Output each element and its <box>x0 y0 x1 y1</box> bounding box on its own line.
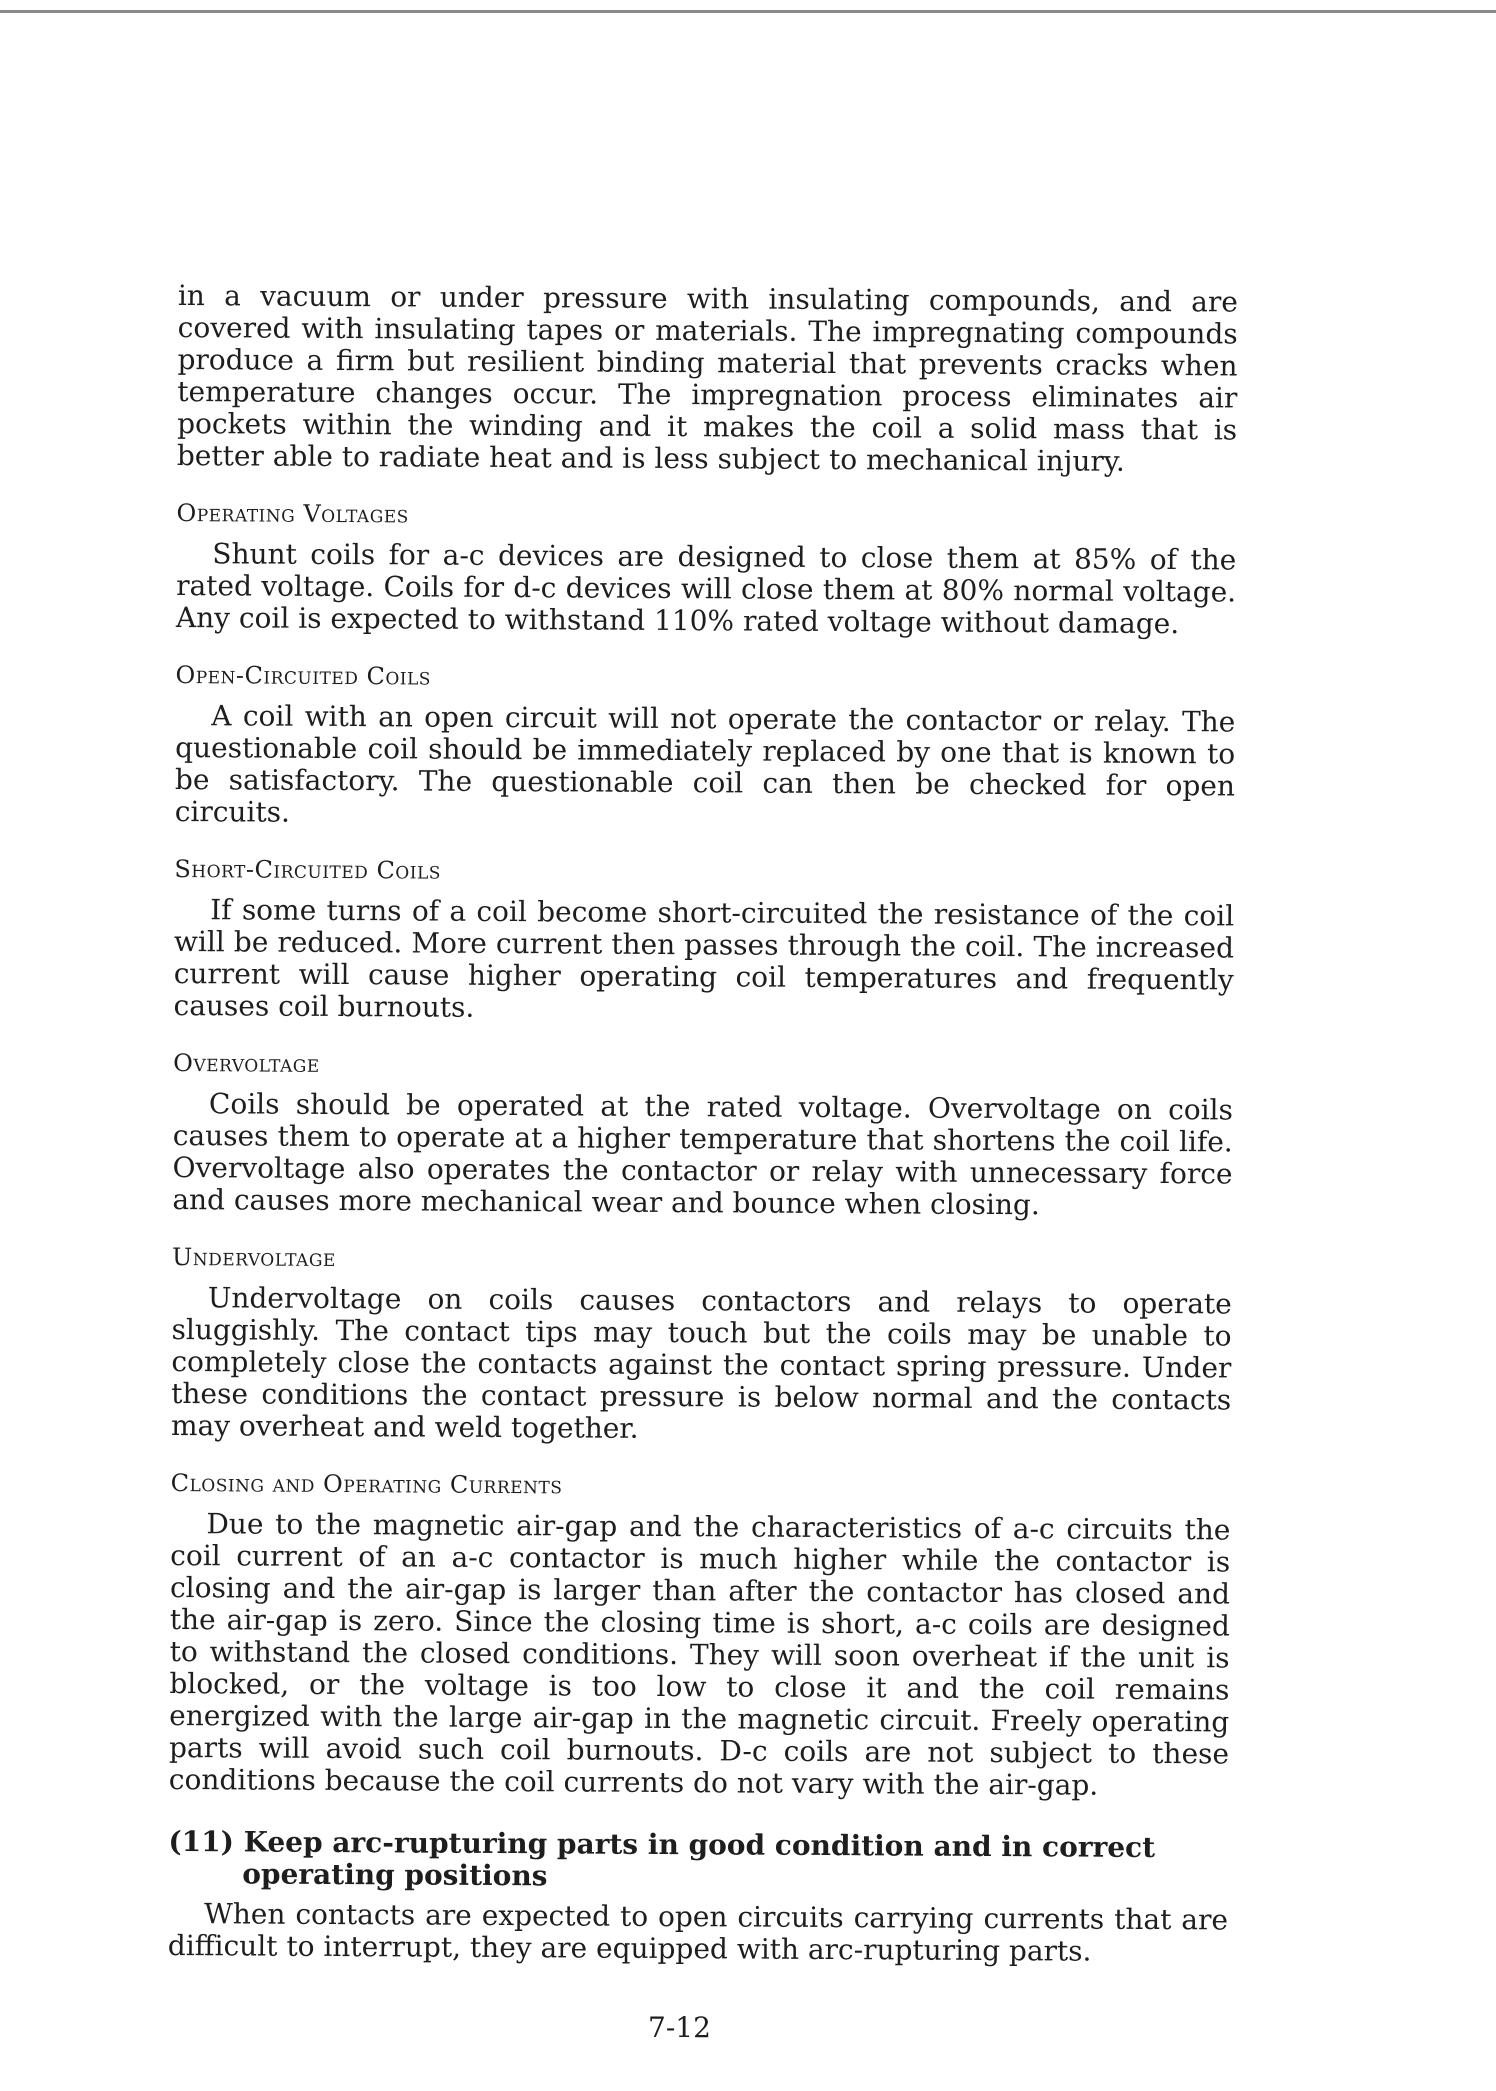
open-circuited-coils-paragraph: A coil with an open circuit will not operate the contactor or relay. The questionable coil should be immediately replaced by one that is known to be satisfactory. The questionable coil can then be checked for open circuits. <box>174 699 1236 829</box>
heading-overvoltage: Overvoltage <box>173 1048 320 1078</box>
scan-edge-line <box>0 10 1496 13</box>
document-page <box>168 280 1238 1974</box>
page-number: 7-12 <box>648 2011 711 2044</box>
heading-operating-voltages: Operating Voltages <box>176 498 409 529</box>
heading-short-circuited-coils: Short-Circuited Coils <box>174 854 442 885</box>
closing-currents-paragraph: Due to the magnetic air-gap and the characteristics of a-c circuits the coil current of an a-c contactor is much higher while the contactor is closing and the air-gap is larger than after the contactor has closed and the air-gap is zero. Since the closing time is short, a-c coils are designed to withstand the closed conditions. They will soon overheat if the unit is blocked, or the voltage is too low to close it and the coil remains energized with the large air-gap in the magnetic circuit. Freely operating parts will avoid such coil burnouts. D-c coils are not subject to these conditions because the coil currents do not vary with the air-gap. <box>168 1507 1231 1802</box>
undervoltage-paragraph: Undervoltage on coils causes contactors and relays to operate sluggishly. The contact tips may touch but the coils may be unable to completely close the contacts against the contact spring pressure. Under these conditions the contact pressure is below normal and the contacts may overheat and weld together. <box>170 1281 1232 1445</box>
overvoltage-paragraph: Coils should be operated at the rated voltage. Overvoltage on coils causes them to operate at a higher temperature that shortens the coil life. Overvoltage also operates the contactor or relay with unnecessary force and causes more mechanical wear and bounce when closing. <box>172 1087 1234 1222</box>
intro-paragraph: in a vacuum or under pressure with insulating compounds, and are covered with insulating tapes or materials. The impregnating compounds produce a firm but resilient binding material that prevents cracks when temperature changes occur. The impregnation process eliminates air pockets within the winding and it makes the coil a solid mass that is better able to radiate heat and is less subject to mechanical injury. <box>176 279 1238 478</box>
operating-voltages-paragraph: Shunt coils for a-c devices are designed to close them at 85% of the rated voltage. Coils for d-c devices will close them at 80% normal voltage. Any coil is expected to withstand 110% rated voltage without damage. <box>175 537 1237 641</box>
short-circuited-coils-paragraph: If some turns of a coil become short-circuited the resistance of the coil will be reduced. More current then passes through the coil. The increased current will cause higher operating coil temperatures and frequently causes coil burnouts. <box>173 893 1235 1024</box>
heading-undervoltage: Undervoltage <box>171 1242 336 1272</box>
heading-closing-and-operating-currents: Closing and Operating Currents <box>170 1468 563 1500</box>
arc-rupturing-paragraph: When contacts are expected to open circuits carrying currents that are difficult to interrupt, they are equipped with arc-rupturing parts. <box>167 1897 1229 1968</box>
heading-open-circuited-coils: Open-Circuited Coils <box>175 660 432 691</box>
rule-11-heading: (11) Keep arc-rupturing parts in good condition and in correct operating positions <box>168 1824 1156 1893</box>
